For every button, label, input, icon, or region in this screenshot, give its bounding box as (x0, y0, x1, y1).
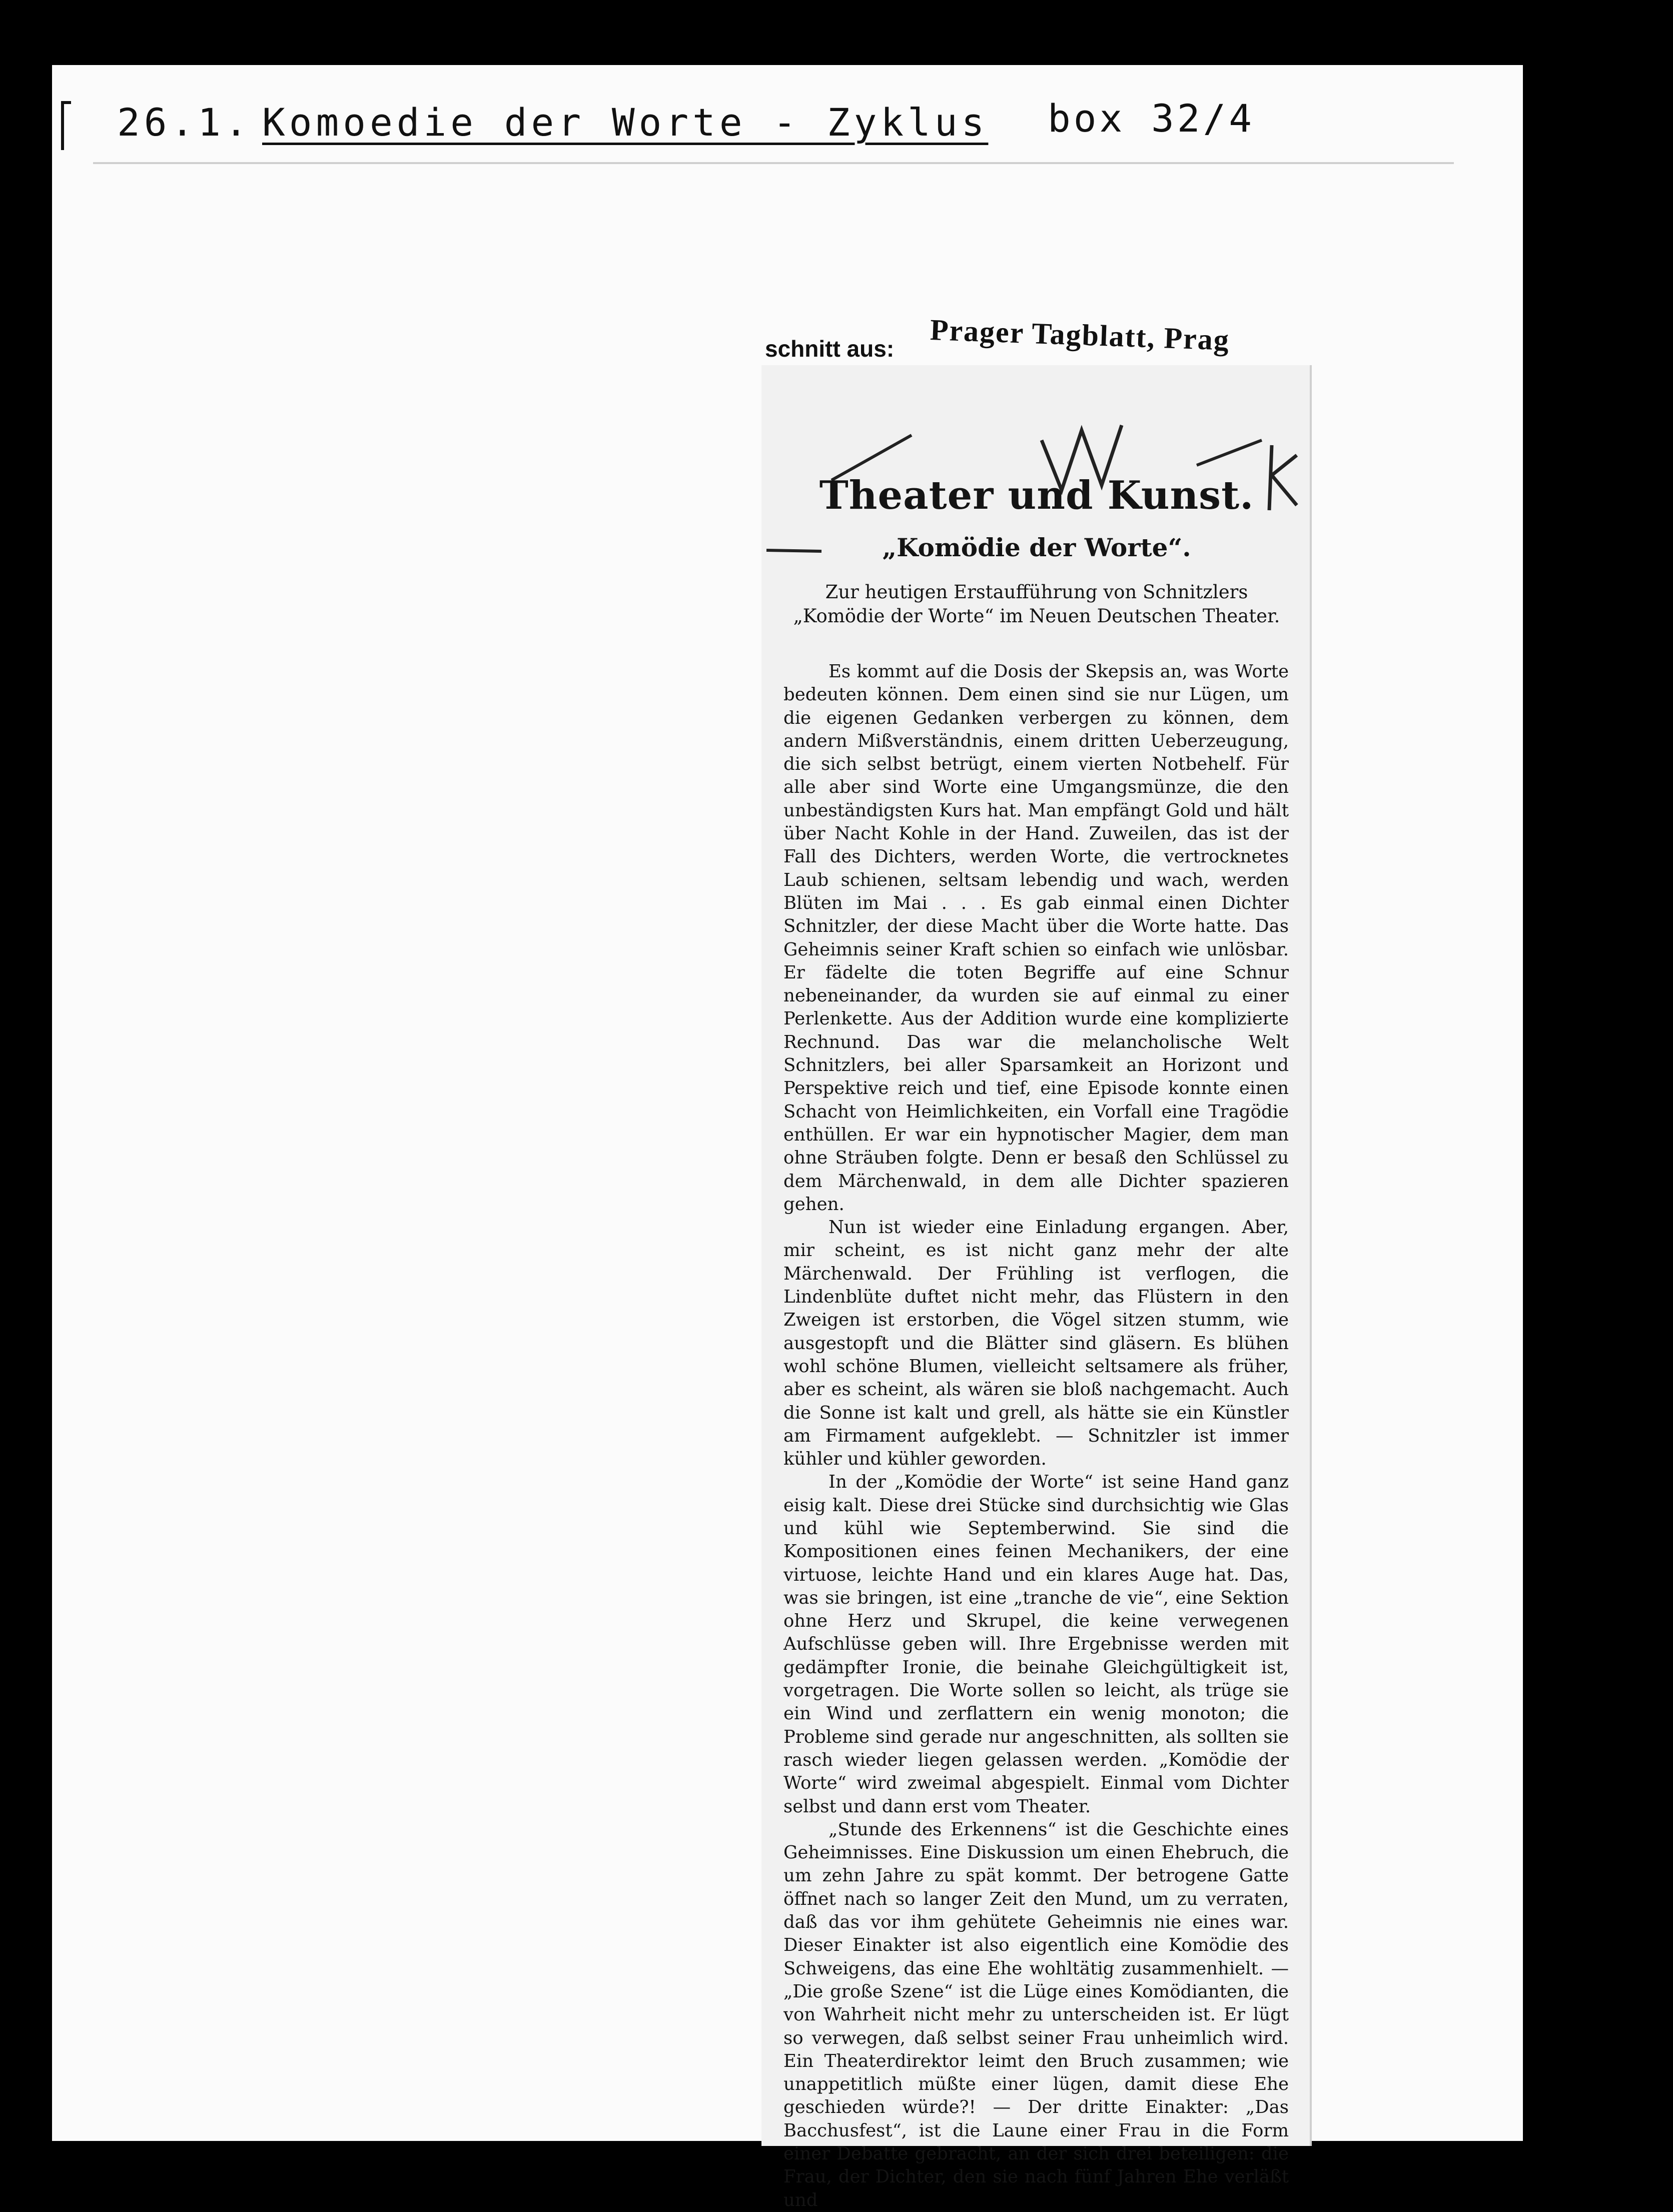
header-box: box 32/4 (1048, 96, 1255, 141)
source-stamp: Prager Tagblatt, Prag (929, 313, 1230, 357)
article-body (783, 660, 1289, 2212)
header-title: Komoedie der Worte - Zyklus (262, 100, 989, 145)
newspaper-clipping (761, 365, 1312, 2210)
header-number: 26.1. (117, 100, 252, 145)
source-label: schnitt aus: (765, 336, 895, 362)
header-rule (93, 162, 1454, 164)
corner-bracket (61, 101, 71, 150)
archive-sheet (52, 65, 1523, 2210)
article-subheadline: Zur heutigen Erstaufführung von Schnitzlers „Komödie der Worte“ im Neuen Deutschen Theater. (793, 581, 1280, 627)
article-paragraph: Es kommt auf die Dosis der Skepsis an, was Worte bedeuten können. Dem einen sind sie nur Lügen, um die eigenen Gedanken verbergen zu können, dem andern Mißverständnis, einem dritten Ueberzeugung, die sich selbst betrügt, einem vierten Notbehelf. Für alle aber sind Worte eine Umgangsmünze, die den unbeständigsten Kurs hat. Man empfängt Gold und hält über Nacht Kohle in der Hand. Zuweilen, das ist der Fall des Dichters, werden Worte, die vertrocknetes Laub schienen, seltsam lebendig und wach, werden Blüten im Mai . . . Es gab einmal einen Dichter Schnitzler, der diese Macht über die Worte hatte. Das Geheimnis seiner Kraft schien so einfach wie unlösbar. Er fädelte die toten Begriffe auf eine Schnur nebeneinander, da wurden sie auf einmal zu einer Perlenkette. Aus der Addition wurde eine komplizierte Rechnund. Das war die melancholische Welt Schnitzlers, bei aller Sparsamkeit an Horizont und Perspektive reich und tief, eine Episode konnte einen Schacht von Heimlichkeiten, ein Vorfall eine Tragödie enthüllen. Er war ein hypnotischer Magier, dem man ohne Sträuben folgte. Denn er besaß den Schlüssel zu dem Märchenwald, in dem alle Dichter spazieren gehen. (783, 661, 1289, 1215)
archive-header (52, 65, 1523, 165)
article-paragraph: „Stunde des Erkennens“ ist die Geschichte eines Geheimnisses. Eine Diskussion um einen Ehebruch, die um zehn Jahre zu spät kommt. Der betrogene Gatte öffnet nach so langer Zeit den Mund, um zu verraten, daß das vor ihm gehütete Geheimnis nie eines war. Dieser Einakter ist also eigentlich eine Komödie des Schweigens, das eine Ehe wohltätig zusammenhielt. — „Die große Szene“ ist die Lüge eines Komödianten, die von Wahrheit nicht mehr zu unterscheiden ist. Er lügt so verwegen, daß selbst seiner Frau unheimlich wird. Ein Theaterdirektor leimt den Bruch zusammen; wie unappetitlich müßte einer lügen, damit diese Ehe geschieden würde?! — Der dritte Einakter: „Das Bacchusfest“, ist die Laune einer Frau in die Form einer Debatte gebracht, an der sich drei beteiligen: die Frau, der Dichter, den sie nach fünf Jahren Ehe verläßt und (783, 1819, 1289, 2210)
article-headline: „Komödie der Worte“. (882, 533, 1191, 562)
article-paragraph: In der „Komödie der Worte“ ist seine Hand ganz eisig kalt. Diese drei Stücke sind durchsichtig wie Glas und kühl wie Septemberwind. Sie sind die Kompositionen eines feinen Mechanikers, der eine virtuose, leichte Hand und ein klares Auge hat. Das, was sie bringen, ist eine „tranche de vie“, eine Sektion ohne Herz und Skrupel, die keine verwegenen Aufschlüsse geben will. Ihre Ergebnisse werden mit gedämpfter Ironie, die beinahe Gleichgültigkeit ist, vorgetragen. Die Worte sollen so leicht, als trüge sie ein Wind und zerflattern ein wenig monoton; die Probleme sind gerade nur angeschnitten, als sollten sie rasch wieder liegen gelassen werden. „Komödie der Worte“ wird zweimal abgespielt. Einmal vom Dichter selbst und dann erst vom Theater. (783, 1472, 1289, 1817)
section-title: Theater und Kunst. (819, 473, 1254, 518)
article-paragraph: Nun ist wieder eine Einladung ergangen. Aber, mir scheint, es ist nicht ganz mehr der alte Märchenwald. Der Frühling ist verflogen, die Lindenblüte duftet nicht mehr, das Flüstern in den Zweigen ist erstorben, die Vögel sitzen stumm, wie ausgestopft und die Blätter sind gläsern. Es blühen wohl schöne Blumen, vielleicht seltsamere als früher, aber es scheint, als wären sie bloß nachgemacht. Auch die Sonne ist kalt und grell, als hätte sie ein Künstler am Firmament aufgeklebt. — Schnitzler ist immer kühler und kühler geworden. (783, 1217, 1289, 1470)
